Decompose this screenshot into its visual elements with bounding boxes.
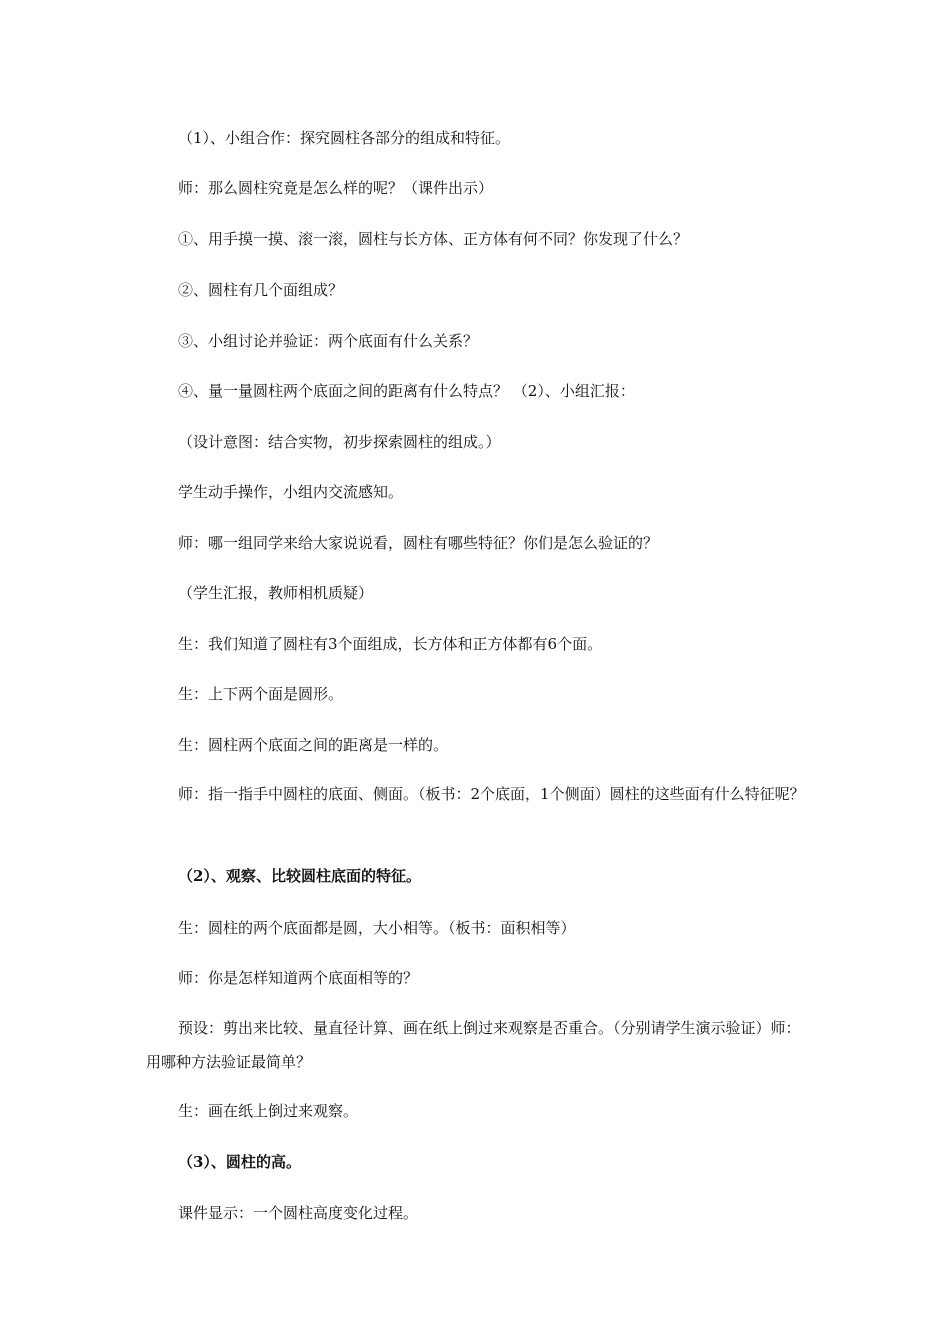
paragraph-teacher-ask-features: 师：哪一组同学来给大家说说看，圆柱有哪些特征？你们是怎么验证的？ [178, 534, 659, 552]
paragraph-student-operation: 学生动手操作，小组内交流感知。 [178, 483, 404, 501]
paragraph-item-4: ④、量一量圆柱两个底面之间的距离有什么特点？ （2）、小组汇报： [178, 382, 635, 400]
paragraph-teacher-how-know: 师：你是怎样知道两个底面相等的？ [178, 969, 419, 987]
paragraph-student-answer-2: 生：上下两个面是圆形。 [178, 685, 344, 703]
paragraph-student-answer-3: 生：圆柱两个底面之间的距离是一样的。 [178, 736, 449, 754]
paragraph-student-simplest: 生：画在纸上倒过来观察。 [178, 1102, 359, 1120]
section-heading-height: （3）、圆柱的高。 [178, 1153, 301, 1171]
paragraph-teacher-point-faces: 师：指一指手中圆柱的底面、侧面。（板书：2个底面，1个侧面）圆柱的这些面有什么特征呢？ [178, 785, 805, 803]
paragraph-preset-methods: 预设：剪出来比较、量直径计算、画在纸上倒过来观察是否重合。（分别请学生演示验证）师：用哪种方法验证最简单？ [146, 1019, 801, 1071]
paragraph-group-work: （1）、小组合作：探究圆柱各部分的组成和特征。 [178, 129, 511, 147]
paragraph-teacher-question: 师：那么圆柱究竟是怎么样的呢？（课件出示） [178, 179, 494, 197]
paragraph-item-1: ①、用手摸一摸、滚一滚，圆柱与长方体、正方体有何不同？你发现了什么？ [178, 230, 689, 248]
paragraph-courseware-display: 课件显示：一个圆柱高度变化过程。 [178, 1204, 419, 1222]
paragraph-student-base-equal: 生：圆柱的两个底面都是圆，大小相等。（板书：面积相等） [178, 919, 576, 937]
paragraph-student-report: （学生汇报，教师相机质疑） [178, 584, 374, 602]
section-heading-base-features: （2）、观察、比较圆柱底面的特征。 [178, 867, 421, 885]
paragraph-item-3: ③、小组讨论并验证：两个底面有什么关系？ [178, 332, 479, 350]
paragraph-item-2: ②、圆柱有几个面组成？ [178, 281, 344, 299]
paragraph-student-answer-1: 生：我们知道了圆柱有3个面组成，长方体和正方体都有6个面。 [178, 635, 603, 653]
paragraph-design-intent: （设计意图：结合实物，初步探索圆柱的组成。） [178, 433, 501, 451]
